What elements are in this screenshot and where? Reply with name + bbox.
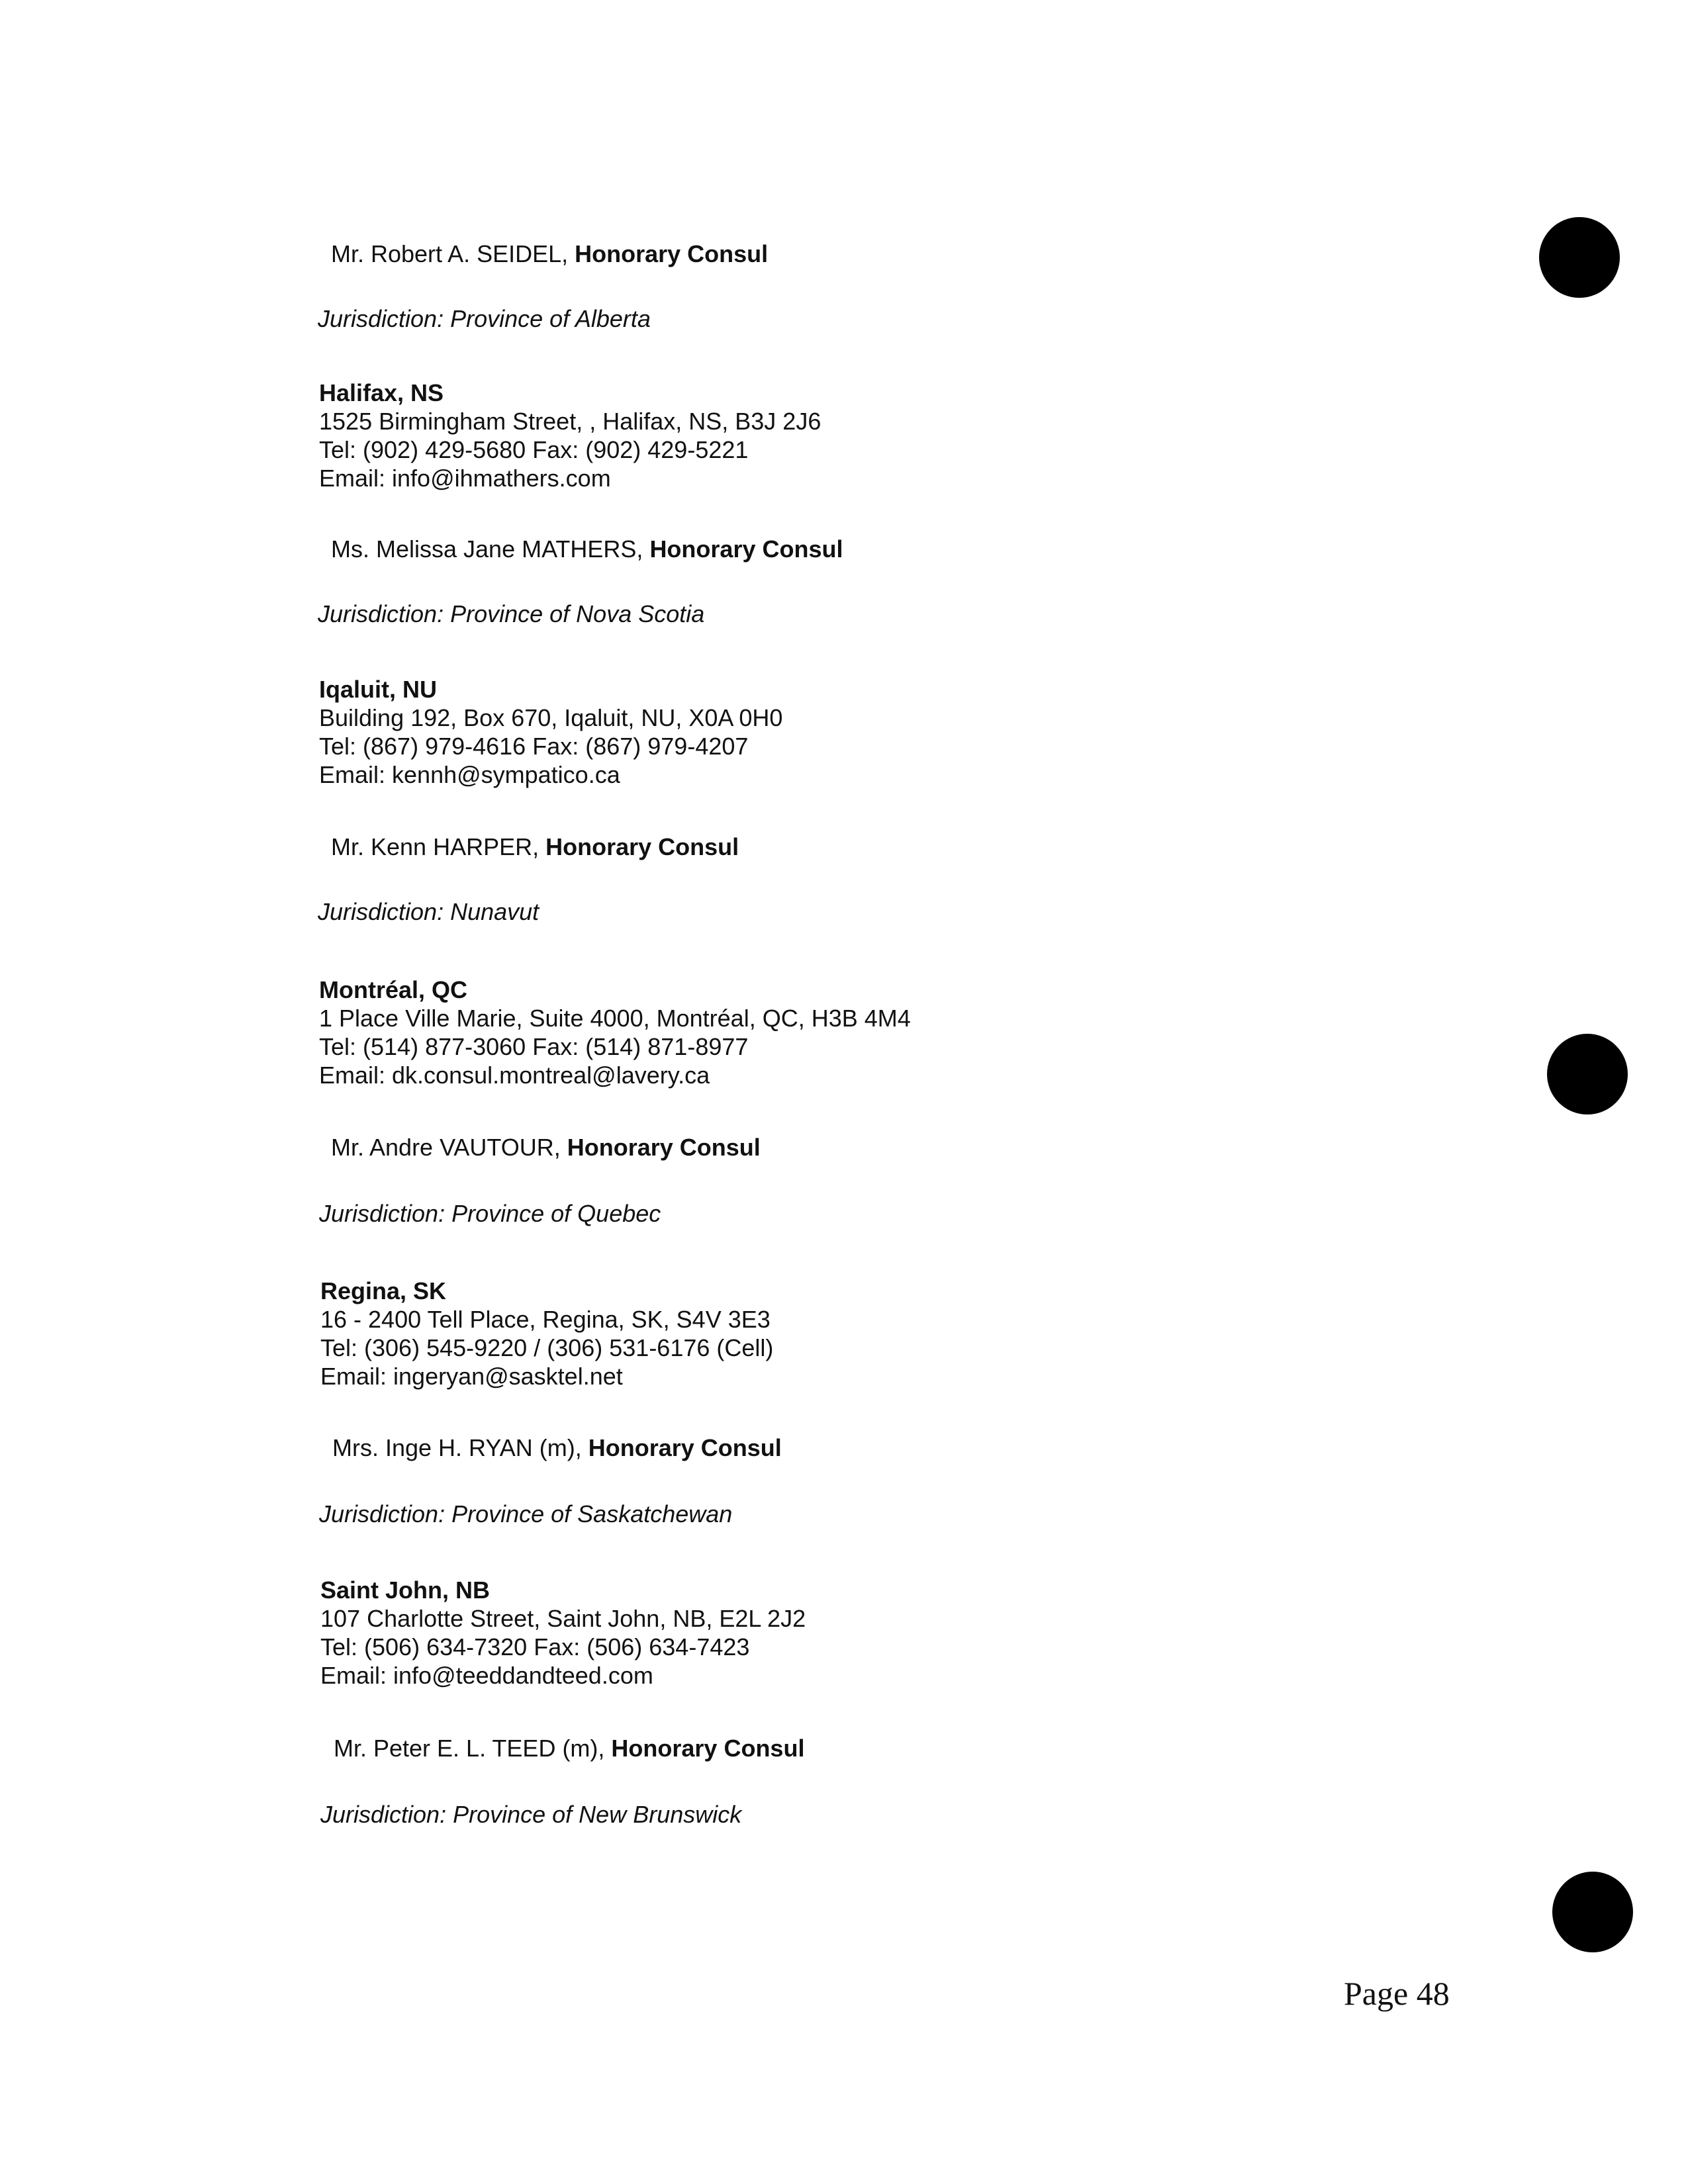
consul-title: Honorary Consul (567, 1134, 761, 1161)
office-email: Email: info@ihmathers.com (319, 465, 611, 492)
office-address: 1525 Birmingham Street, , Halifax, NS, B3J 2J6 (319, 408, 821, 435)
office-address: 16 - 2400 Tell Place, Regina, SK, S4V 3E3 (320, 1306, 771, 1333)
consul-title: Honorary Consul (588, 1434, 782, 1461)
jurisdiction-value: Nunavut (450, 898, 539, 925)
office-phone: Tel: (514) 877-3060 Fax: (514) 871-8977 (319, 1033, 749, 1060)
office-city: Halifax, NS (319, 379, 444, 406)
office-address: 107 Charlotte Street, Saint John, NB, E2L 2J2 (320, 1605, 806, 1632)
jurisdiction-value: Province of New Brunswick (453, 1801, 742, 1828)
jurisdiction-line (318, 600, 704, 629)
consul-name-line (334, 1734, 804, 1763)
consul-name: Mr. Peter E. L. TEED (m), (334, 1735, 612, 1762)
jurisdiction-label: Jurisdiction: (318, 898, 451, 925)
office-email: Email: info@teeddandteed.com (320, 1662, 653, 1689)
consul-name-line (331, 1133, 761, 1162)
office-email: Email: ingeryan@sasktel.net (320, 1363, 623, 1390)
office-city: Iqaluit, NU (319, 676, 437, 703)
punch-hole-bottom (1552, 1872, 1633, 1952)
consul-title: Honorary Consul (545, 833, 739, 860)
jurisdiction-line (318, 897, 539, 927)
consul-name: Mr. Robert A. SEIDEL, (331, 240, 575, 267)
consul-title: Honorary Consul (611, 1735, 805, 1762)
consul-name-line (332, 1433, 782, 1463)
consul-title: Honorary Consul (575, 240, 769, 267)
office-phone: Tel: (506) 634-7320 Fax: (506) 634-7423 (320, 1633, 750, 1661)
jurisdiction-label: Jurisdiction: (319, 1200, 452, 1227)
consul-name-line (331, 833, 739, 862)
consul-title: Honorary Consul (649, 535, 843, 563)
jurisdiction-label: Jurisdiction: (318, 600, 451, 627)
office-email: Email: kennh@sympatico.ca (319, 761, 620, 788)
jurisdiction-label: Jurisdiction: (319, 1500, 452, 1527)
consul-name: Ms. Melissa Jane MATHERS, (331, 535, 650, 563)
punch-hole-top (1539, 217, 1620, 298)
punch-hole-middle (1547, 1034, 1628, 1115)
office-phone: Tel: (867) 979-4616 Fax: (867) 979-4207 (319, 733, 749, 760)
office-phone: Tel: (306) 545-9220 / (306) 531-6176 (Cell) (320, 1334, 774, 1361)
jurisdiction-label: Jurisdiction: (318, 305, 451, 332)
jurisdiction-value: Province of Nova Scotia (450, 600, 705, 627)
consul-name: Mr. Kenn HARPER, (331, 833, 546, 860)
jurisdiction-line (319, 1199, 661, 1228)
consul-name: Mr. Andre VAUTOUR, (331, 1134, 567, 1161)
consul-name-line (331, 535, 843, 564)
office-city: Montréal, QC (319, 976, 468, 1003)
jurisdiction-line (319, 1500, 732, 1529)
office-city: Regina, SK (320, 1277, 447, 1304)
office-email: Email: dk.consul.montreal@lavery.ca (319, 1062, 710, 1089)
jurisdiction-line (318, 304, 651, 334)
jurisdiction-line (320, 1800, 741, 1829)
jurisdiction-value: Province of Quebec (451, 1200, 661, 1227)
office-address: 1 Place Ville Marie, Suite 4000, Montréal, QC, H3B 4M4 (319, 1005, 911, 1032)
consul-name: Mrs. Inge H. RYAN (m), (332, 1434, 588, 1461)
jurisdiction-value: Province of Saskatchewan (451, 1500, 733, 1527)
consul-name-line (331, 240, 768, 269)
office-phone: Tel: (902) 429-5680 Fax: (902) 429-5221 (319, 436, 749, 463)
page-number: Page 48 (1344, 1975, 1450, 2012)
jurisdiction-value: Province of Alberta (450, 305, 651, 332)
jurisdiction-label: Jurisdiction: (320, 1801, 453, 1828)
office-address: Building 192, Box 670, Iqaluit, NU, X0A 0H0 (319, 704, 783, 731)
office-city: Saint John, NB (320, 1576, 491, 1604)
